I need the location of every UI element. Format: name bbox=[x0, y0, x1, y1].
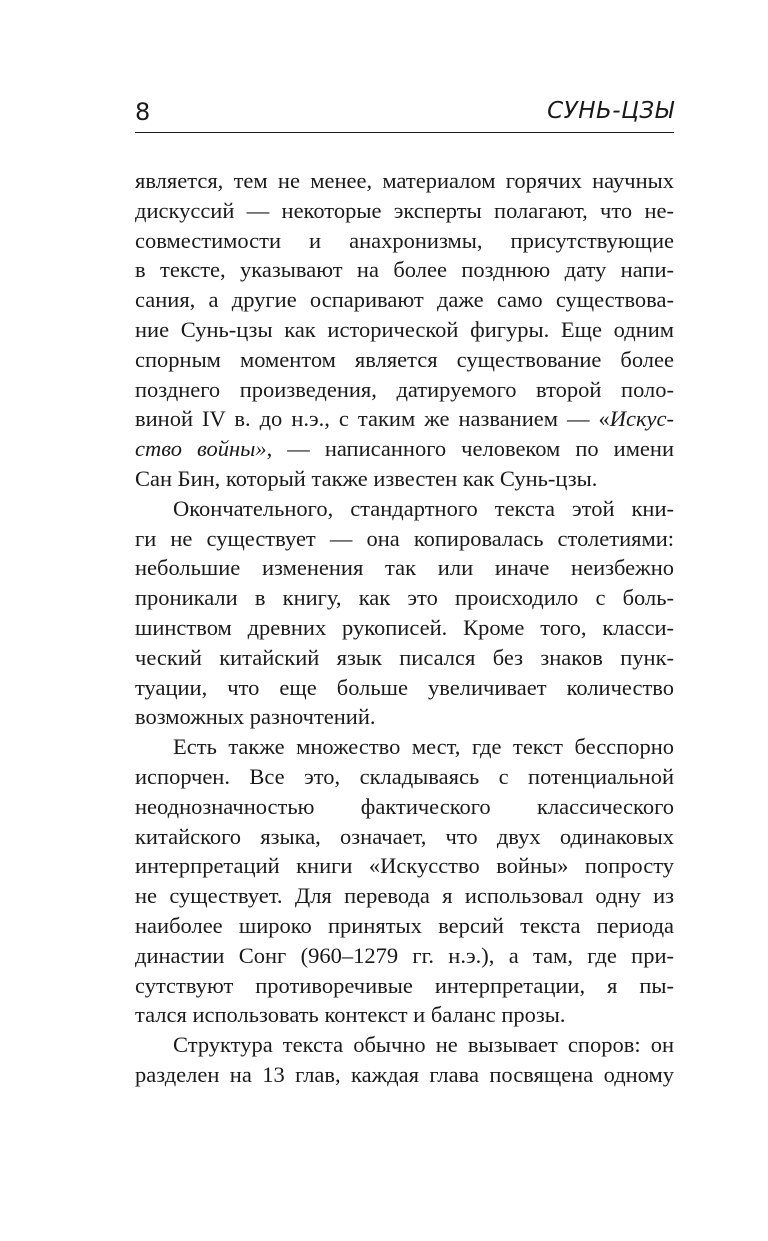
page-number: 8 bbox=[135, 98, 151, 126]
text-line: возможных разночтений. bbox=[135, 704, 376, 730]
text-line: неоднозначностью фактического классического bbox=[135, 793, 674, 819]
text-line: спорным моментом является существование более bbox=[135, 346, 674, 372]
running-header bbox=[135, 96, 674, 133]
italic-title-fragment: ство войны» bbox=[135, 436, 267, 462]
text-line: ги не существует — она копировалась столетиями: bbox=[135, 525, 674, 551]
text-line-with-italic bbox=[135, 434, 674, 464]
text-line: небольшие изменения так или иначе неизбежно bbox=[135, 555, 674, 581]
text-line: Есть также множество мест, где текст бесспорно bbox=[173, 734, 674, 760]
running-title: СУНЬ-ЦЗЫ bbox=[547, 98, 674, 124]
paragraph-1 bbox=[135, 166, 674, 494]
text-line-with-italic bbox=[135, 404, 674, 434]
text-line: не существует. Для перевода я использовал одну из bbox=[135, 883, 674, 909]
text-line: совместимости и анахронизмы, присутствующие bbox=[135, 227, 674, 253]
text-line: ческий китайский язык писался без знаков пунк- bbox=[135, 644, 674, 670]
text-line: династии Сонг (960–1279 гг. н.э.), а там, где при- bbox=[135, 942, 674, 968]
text-segment: виной IV в. до н.э., с таким же названием — « bbox=[135, 406, 610, 432]
text-line: испорчен. Все это, складываясь с потенциальной bbox=[135, 763, 674, 789]
text-line: наиболее широко принятых версий текста периода bbox=[135, 912, 674, 938]
text-line: интерпретаций книги «Искусство войны» попросту bbox=[135, 853, 674, 879]
body-text bbox=[135, 166, 674, 1090]
text-line: сания, а другие оспаривают даже само существова- bbox=[135, 287, 674, 313]
text-line: Окончательного, стандартного текста этой кни- bbox=[173, 495, 674, 521]
text-line: Сан Бин, который также известен как Сунь-цзы. bbox=[135, 465, 598, 491]
paragraph-2 bbox=[135, 494, 674, 732]
text-line: шинством древних рукописей. Кроме того, класси- bbox=[135, 614, 674, 640]
text-line: тался использовать контекст и баланс прозы. bbox=[135, 1002, 566, 1028]
text-line: туации, что еще больше увеличивает количество bbox=[135, 674, 674, 700]
italic-title-fragment: Искус- bbox=[609, 406, 674, 432]
paragraph-3 bbox=[135, 732, 674, 1030]
text-line: проникали в книгу, как это происходило с боль- bbox=[135, 585, 674, 611]
text-line: сутствуют противоречивые интерпретации, я пы- bbox=[135, 972, 674, 998]
text-line: Структура текста обычно не вызывает споров: он bbox=[173, 1032, 674, 1058]
text-line: ние Сунь-цзы как исторической фигуры. Еще одним bbox=[135, 316, 674, 342]
text-line: позднего произведения, датируемого второй поло- bbox=[135, 376, 674, 402]
text-line: китайского языка, означает, что двух одинаковых bbox=[135, 823, 674, 849]
text-line: в тексте, указывают на более позднюю дату напи- bbox=[135, 257, 674, 283]
text-line: разделен на 13 глав, каждая глава посвящена одному bbox=[135, 1061, 674, 1087]
text-segment: , — написанного человеком по имени bbox=[266, 436, 675, 462]
text-line: является, тем не менее, материалом горячих научных bbox=[135, 168, 674, 193]
paragraph-4 bbox=[135, 1030, 674, 1090]
text-line: дискуссий — некоторые эксперты полагают, что не- bbox=[135, 197, 674, 223]
